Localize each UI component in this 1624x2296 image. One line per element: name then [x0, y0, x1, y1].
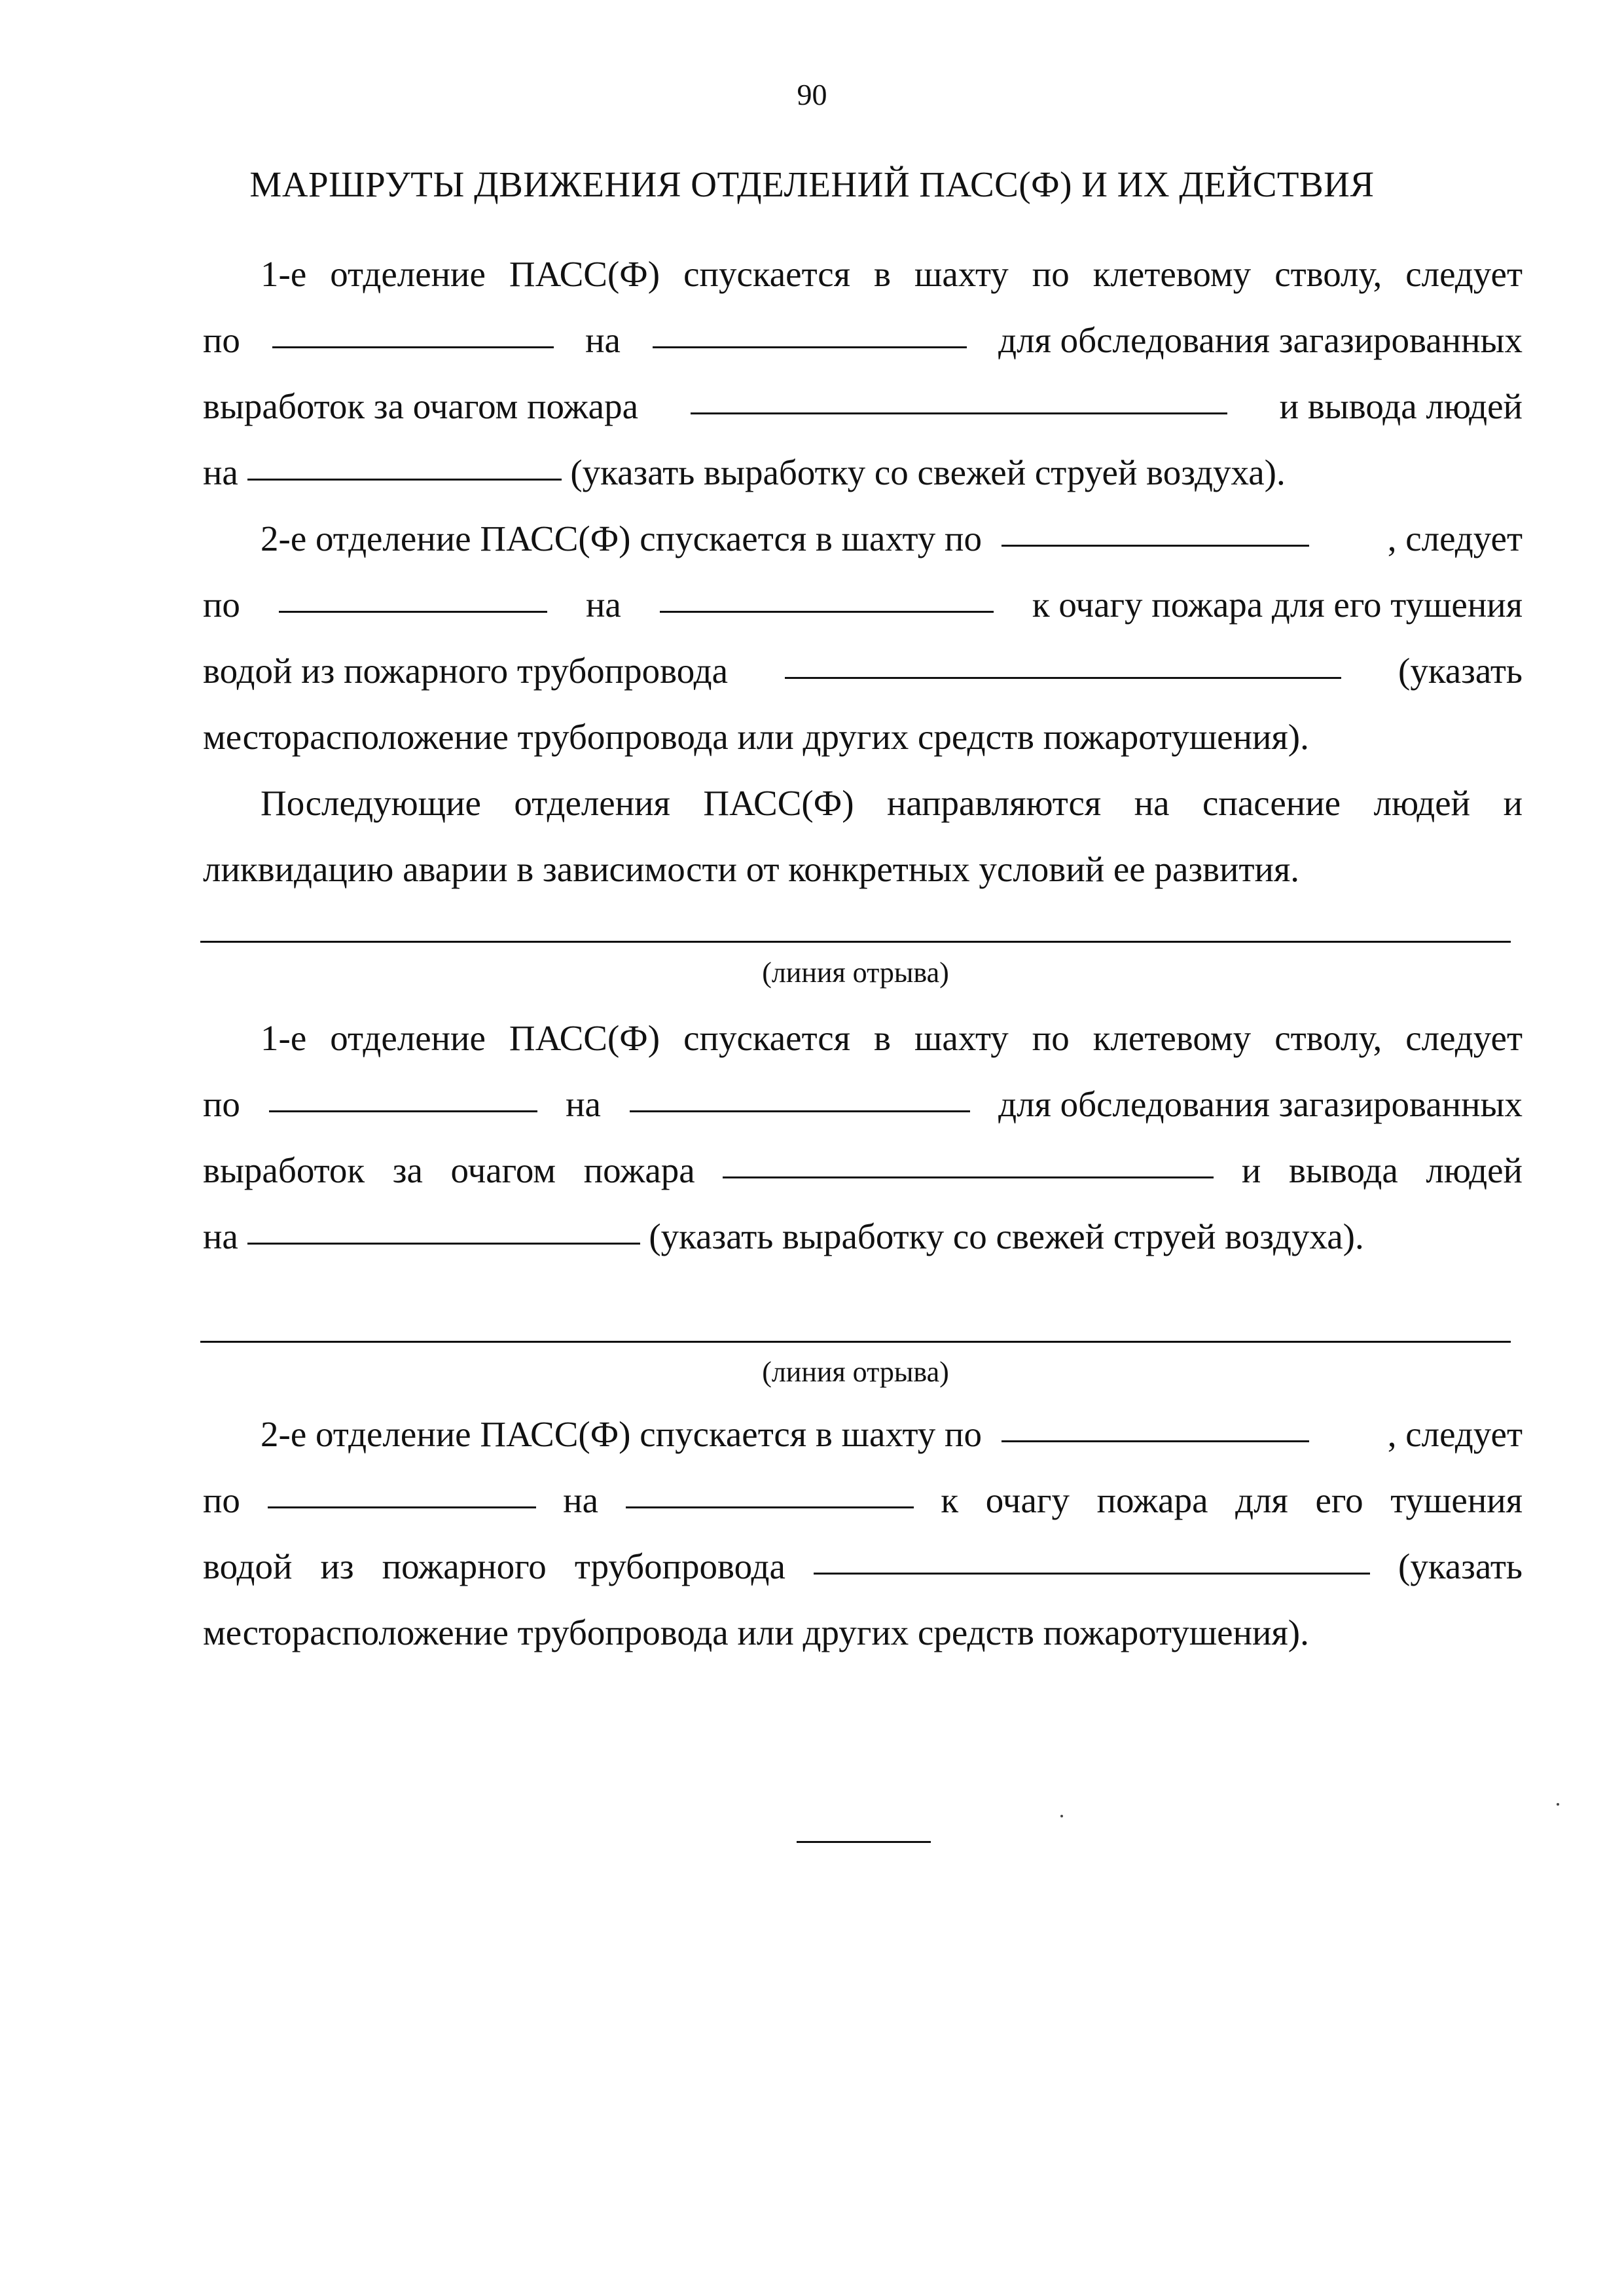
- fill-blank-field[interactable]: [785, 677, 1341, 679]
- scan-speck: [1557, 1803, 1559, 1806]
- fill-blank-field[interactable]: [814, 1573, 1370, 1575]
- text-line: выработок за очагом пожара и вывода людей: [203, 386, 1523, 426]
- fill-blank-field[interactable]: [653, 346, 967, 348]
- tear-off-caption: (линия отрыва): [762, 957, 949, 989]
- paragraph-subsequent-units: [203, 770, 1523, 902]
- text-line: водой из пожарного трубопровода (указать: [203, 651, 1523, 691]
- scan-speck: [1060, 1815, 1063, 1817]
- fill-blank-field[interactable]: [1001, 1440, 1309, 1442]
- fill-blank-field[interactable]: [1001, 545, 1309, 547]
- text-line: 1-е отделение ПАСС(Ф) спускается в шахту по клетевому стволу, следует: [261, 254, 1523, 294]
- fill-blank-field[interactable]: [660, 611, 994, 613]
- fill-blank-field[interactable]: [626, 1506, 914, 1508]
- page-number: 90: [797, 78, 827, 111]
- text-line: по на к очагу пожара для его тушения: [203, 585, 1523, 625]
- document-title: МАРШРУТЫ ДВИЖЕНИЯ ОТДЕЛЕНИЙ ПАСС(Ф) И ИХ ДЕЙСТВИЯ: [249, 164, 1375, 204]
- section-second-unit-tearoff: [203, 1401, 1523, 1666]
- fill-blank-field[interactable]: [269, 1110, 537, 1112]
- text-line: ликвидацию аварии в зависимости от конкретных условий ее развития.: [203, 849, 1300, 889]
- text-line: месторасположение трубопровода или других средств пожаротушения).: [203, 1613, 1309, 1652]
- fill-blank-field[interactable]: [247, 479, 562, 481]
- text-line: по на для обследования загазированных: [203, 320, 1523, 360]
- fill-blank-field[interactable]: [630, 1110, 970, 1112]
- text-line: по на для обследования загазированных: [203, 1084, 1523, 1124]
- tear-off-line: [200, 941, 1511, 943]
- fill-blank-field[interactable]: [723, 1176, 1214, 1178]
- text-line: Последующие отделения ПАСС(Ф) направляются на спасение людей и: [261, 783, 1523, 823]
- text-line: на (указать выработку со свежей струей воздуха).: [203, 1216, 1364, 1256]
- tear-off-caption: (линия отрыва): [762, 1356, 949, 1388]
- fill-blank-field[interactable]: [279, 611, 547, 613]
- text-line: на (указать выработку со свежей струей воздуха).: [203, 452, 1286, 492]
- section-first-unit-tearoff: [203, 1005, 1523, 1269]
- text-line: месторасположение трубопровода или других средств пожаротушения).: [203, 717, 1309, 757]
- text-line: 1-е отделение ПАСС(Ф) спускается в шахту по клетевому стволу, следует: [261, 1018, 1523, 1058]
- text-line: выработок за очагом пожара и вывода людей: [203, 1150, 1523, 1190]
- text-line: по на к очагу пожара для его тушения: [203, 1480, 1523, 1520]
- fill-blank-field[interactable]: [268, 1506, 536, 1508]
- fill-blank-field[interactable]: [272, 346, 554, 348]
- section-routes-full: [203, 241, 1523, 902]
- fill-blank-field[interactable]: [691, 412, 1227, 414]
- text-line: 2-е отделение ПАСС(Ф) спускается в шахту по , следует: [261, 1414, 1523, 1454]
- document-end-mark: [797, 1841, 931, 1843]
- paragraph-second-unit: [203, 505, 1523, 770]
- tear-off-line: [200, 1341, 1511, 1343]
- paragraph-first-unit: [203, 241, 1523, 505]
- text-line: 2-е отделение ПАСС(Ф) спускается в шахту по , следует: [261, 519, 1523, 558]
- fill-blank-field[interactable]: [247, 1243, 640, 1245]
- text-line: водой из пожарного трубопровода (указать: [203, 1546, 1523, 1586]
